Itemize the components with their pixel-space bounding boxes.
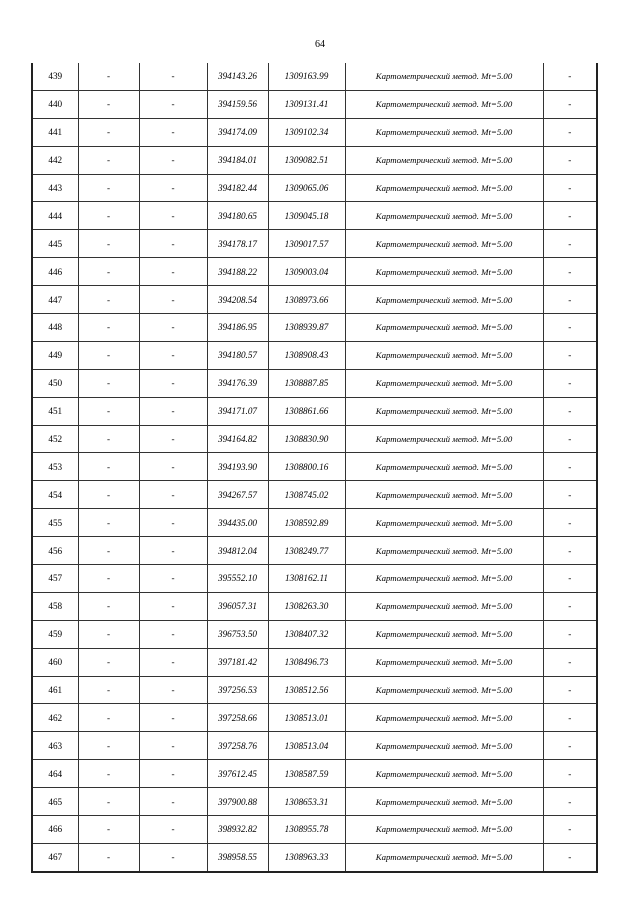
empty-cell-7: -: [543, 537, 597, 565]
x-coordinate-cell: 394267.57: [207, 481, 268, 509]
point-number-cell: 454: [32, 481, 78, 509]
method-cell: Картометрический метод. Mt=5.00: [345, 425, 543, 453]
point-number-cell: 448: [32, 314, 78, 342]
empty-cell-3: -: [139, 286, 207, 314]
empty-cell-3: -: [139, 90, 207, 118]
empty-cell-7: -: [543, 118, 597, 146]
empty-cell-3: -: [139, 146, 207, 174]
method-cell: Картометрический метод. Mt=5.00: [345, 732, 543, 760]
empty-cell-2: -: [78, 453, 139, 481]
empty-cell-7: -: [543, 816, 597, 844]
method-cell: Картометрический метод. Mt=5.00: [345, 341, 543, 369]
table-row: [32, 90, 597, 118]
point-number-cell: 440: [32, 90, 78, 118]
empty-cell-3: -: [139, 258, 207, 286]
empty-cell-3: -: [139, 760, 207, 788]
empty-cell-3: -: [139, 704, 207, 732]
method-cell: Картометрический метод. Mt=5.00: [345, 174, 543, 202]
empty-cell-2: -: [78, 230, 139, 258]
y-coordinate-cell: 1309163.99: [268, 63, 345, 90]
empty-cell-7: -: [543, 481, 597, 509]
y-coordinate-cell: 1308800.16: [268, 453, 345, 481]
empty-cell-7: -: [543, 676, 597, 704]
empty-cell-2: -: [78, 676, 139, 704]
x-coordinate-cell: 394171.07: [207, 397, 268, 425]
empty-cell-2: -: [78, 592, 139, 620]
page-number: 64: [315, 39, 325, 50]
x-coordinate-cell: 394208.54: [207, 286, 268, 314]
x-coordinate-cell: 394143.26: [207, 63, 268, 90]
x-coordinate-cell: 397900.88: [207, 788, 268, 816]
empty-cell-2: -: [78, 174, 139, 202]
table-row: [32, 453, 597, 481]
table-row: [32, 620, 597, 648]
empty-cell-2: -: [78, 90, 139, 118]
x-coordinate-cell: 398932.82: [207, 816, 268, 844]
empty-cell-7: -: [543, 397, 597, 425]
method-cell: Картометрический метод. Mt=5.00: [345, 760, 543, 788]
table-row: [32, 63, 597, 90]
empty-cell-7: -: [543, 620, 597, 648]
empty-cell-3: -: [139, 341, 207, 369]
empty-cell-3: -: [139, 592, 207, 620]
y-coordinate-cell: 1309045.18: [268, 202, 345, 230]
y-coordinate-cell: 1308653.31: [268, 788, 345, 816]
empty-cell-3: -: [139, 174, 207, 202]
y-coordinate-cell: 1308249.77: [268, 537, 345, 565]
table-row: [32, 760, 597, 788]
empty-cell-3: -: [139, 314, 207, 342]
y-coordinate-cell: 1308513.01: [268, 704, 345, 732]
empty-cell-7: -: [543, 63, 597, 90]
y-coordinate-cell: 1309065.06: [268, 174, 345, 202]
y-coordinate-cell: 1308745.02: [268, 481, 345, 509]
table-row: [32, 843, 597, 871]
table-row: [32, 676, 597, 704]
empty-cell-3: -: [139, 118, 207, 146]
empty-cell-2: -: [78, 118, 139, 146]
empty-cell-2: -: [78, 537, 139, 565]
empty-cell-2: -: [78, 565, 139, 593]
empty-cell-2: -: [78, 760, 139, 788]
empty-cell-7: -: [543, 90, 597, 118]
y-coordinate-cell: 1309102.34: [268, 118, 345, 146]
method-cell: Картометрический метод. Mt=5.00: [345, 369, 543, 397]
empty-cell-7: -: [543, 286, 597, 314]
empty-cell-3: -: [139, 816, 207, 844]
point-number-cell: 442: [32, 146, 78, 174]
x-coordinate-cell: 397612.45: [207, 760, 268, 788]
x-coordinate-cell: 394193.90: [207, 453, 268, 481]
empty-cell-7: -: [543, 760, 597, 788]
method-cell: Картометрический метод. Mt=5.00: [345, 258, 543, 286]
empty-cell-7: -: [543, 843, 597, 871]
point-number-cell: 447: [32, 286, 78, 314]
table-row: [32, 146, 597, 174]
empty-cell-7: -: [543, 146, 597, 174]
empty-cell-2: -: [78, 704, 139, 732]
y-coordinate-cell: 1308513.04: [268, 732, 345, 760]
method-cell: Картометрический метод. Mt=5.00: [345, 648, 543, 676]
empty-cell-7: -: [543, 174, 597, 202]
empty-cell-2: -: [78, 732, 139, 760]
method-cell: Картометрический метод. Mt=5.00: [345, 230, 543, 258]
y-coordinate-cell: 1309003.04: [268, 258, 345, 286]
empty-cell-2: -: [78, 63, 139, 90]
x-coordinate-cell: 394435.00: [207, 509, 268, 537]
y-coordinate-cell: 1309082.51: [268, 146, 345, 174]
table-row: [32, 314, 597, 342]
empty-cell-3: -: [139, 369, 207, 397]
point-number-cell: 445: [32, 230, 78, 258]
empty-cell-3: -: [139, 565, 207, 593]
table-row: [32, 258, 597, 286]
empty-cell-7: -: [543, 788, 597, 816]
empty-cell-2: -: [78, 816, 139, 844]
table-row: [32, 286, 597, 314]
empty-cell-2: -: [78, 202, 139, 230]
empty-cell-7: -: [543, 453, 597, 481]
point-number-cell: 457: [32, 565, 78, 593]
method-cell: Картометрический метод. Mt=5.00: [345, 676, 543, 704]
x-coordinate-cell: 394182.44: [207, 174, 268, 202]
table-row: [32, 341, 597, 369]
point-number-cell: 449: [32, 341, 78, 369]
empty-cell-3: -: [139, 425, 207, 453]
method-cell: Картометрический метод. Mt=5.00: [345, 146, 543, 174]
method-cell: Картометрический метод. Mt=5.00: [345, 565, 543, 593]
y-coordinate-cell: 1308587.59: [268, 760, 345, 788]
y-coordinate-cell: 1309017.57: [268, 230, 345, 258]
y-coordinate-cell: 1308955.78: [268, 816, 345, 844]
y-coordinate-cell: 1308496.73: [268, 648, 345, 676]
table-row: [32, 397, 597, 425]
point-number-cell: 461: [32, 676, 78, 704]
y-coordinate-cell: 1308592.89: [268, 509, 345, 537]
empty-cell-7: -: [543, 732, 597, 760]
table-row: [32, 369, 597, 397]
y-coordinate-cell: 1308830.90: [268, 425, 345, 453]
x-coordinate-cell: 396753.50: [207, 620, 268, 648]
empty-cell-2: -: [78, 788, 139, 816]
point-number-cell: 465: [32, 788, 78, 816]
point-number-cell: 460: [32, 648, 78, 676]
point-number-cell: 466: [32, 816, 78, 844]
x-coordinate-cell: 397258.66: [207, 704, 268, 732]
method-cell: Картометрический метод. Mt=5.00: [345, 397, 543, 425]
point-number-cell: 446: [32, 258, 78, 286]
method-cell: Картометрический метод. Mt=5.00: [345, 843, 543, 871]
y-coordinate-cell: 1308887.85: [268, 369, 345, 397]
empty-cell-2: -: [78, 648, 139, 676]
point-number-cell: 462: [32, 704, 78, 732]
table-row: [32, 118, 597, 146]
table-row: [32, 648, 597, 676]
x-coordinate-cell: 395552.10: [207, 565, 268, 593]
empty-cell-3: -: [139, 620, 207, 648]
table-row: [32, 202, 597, 230]
table-row: [32, 732, 597, 760]
point-number-cell: 451: [32, 397, 78, 425]
empty-cell-7: -: [543, 592, 597, 620]
x-coordinate-cell: 396057.31: [207, 592, 268, 620]
point-number-cell: 463: [32, 732, 78, 760]
y-coordinate-cell: 1308263.30: [268, 592, 345, 620]
point-number-cell: 444: [32, 202, 78, 230]
x-coordinate-cell: 394176.39: [207, 369, 268, 397]
empty-cell-2: -: [78, 620, 139, 648]
point-number-cell: 453: [32, 453, 78, 481]
empty-cell-3: -: [139, 230, 207, 258]
point-number-cell: 452: [32, 425, 78, 453]
point-number-cell: 467: [32, 843, 78, 871]
table-row: [32, 788, 597, 816]
empty-cell-7: -: [543, 704, 597, 732]
method-cell: Картометрический метод. Mt=5.00: [345, 453, 543, 481]
empty-cell-2: -: [78, 369, 139, 397]
empty-cell-2: -: [78, 509, 139, 537]
x-coordinate-cell: 397256.53: [207, 676, 268, 704]
x-coordinate-cell: 394164.82: [207, 425, 268, 453]
empty-cell-3: -: [139, 676, 207, 704]
y-coordinate-cell: 1308861.66: [268, 397, 345, 425]
method-cell: Картометрический метод. Mt=5.00: [345, 63, 543, 90]
x-coordinate-cell: 397181.42: [207, 648, 268, 676]
empty-cell-3: -: [139, 63, 207, 90]
empty-cell-2: -: [78, 314, 139, 342]
empty-cell-7: -: [543, 202, 597, 230]
x-coordinate-cell: 394180.57: [207, 341, 268, 369]
table-row: [32, 537, 597, 565]
empty-cell-7: -: [543, 258, 597, 286]
coordinates-table-body: [32, 63, 597, 872]
table-row: [32, 592, 597, 620]
point-number-cell: 456: [32, 537, 78, 565]
method-cell: Картометрический метод. Mt=5.00: [345, 90, 543, 118]
method-cell: Картометрический метод. Mt=5.00: [345, 620, 543, 648]
point-number-cell: 455: [32, 509, 78, 537]
method-cell: Картометрический метод. Mt=5.00: [345, 816, 543, 844]
table-row: [32, 509, 597, 537]
empty-cell-7: -: [543, 565, 597, 593]
x-coordinate-cell: 394186.95: [207, 314, 268, 342]
empty-cell-2: -: [78, 425, 139, 453]
empty-cell-3: -: [139, 537, 207, 565]
empty-cell-3: -: [139, 648, 207, 676]
method-cell: Картометрический метод. Mt=5.00: [345, 537, 543, 565]
method-cell: Картометрический метод. Mt=5.00: [345, 202, 543, 230]
y-coordinate-cell: 1308908.43: [268, 341, 345, 369]
empty-cell-7: -: [543, 369, 597, 397]
y-coordinate-cell: 1309131.41: [268, 90, 345, 118]
empty-cell-3: -: [139, 481, 207, 509]
point-number-cell: 464: [32, 760, 78, 788]
table-row: [32, 816, 597, 844]
x-coordinate-cell: 394180.65: [207, 202, 268, 230]
table-row: [32, 230, 597, 258]
empty-cell-2: -: [78, 843, 139, 871]
y-coordinate-cell: 1308162.11: [268, 565, 345, 593]
x-coordinate-cell: 394159.56: [207, 90, 268, 118]
empty-cell-2: -: [78, 286, 139, 314]
empty-cell-7: -: [543, 509, 597, 537]
point-number-cell: 450: [32, 369, 78, 397]
table-row: [32, 174, 597, 202]
empty-cell-7: -: [543, 648, 597, 676]
table-row: [32, 704, 597, 732]
empty-cell-3: -: [139, 509, 207, 537]
method-cell: Картометрический метод. Mt=5.00: [345, 286, 543, 314]
empty-cell-7: -: [543, 230, 597, 258]
empty-cell-7: -: [543, 341, 597, 369]
x-coordinate-cell: 398958.55: [207, 843, 268, 871]
method-cell: Картометрический метод. Mt=5.00: [345, 118, 543, 146]
table-row: [32, 425, 597, 453]
point-number-cell: 439: [32, 63, 78, 90]
point-number-cell: 459: [32, 620, 78, 648]
x-coordinate-cell: 397258.76: [207, 732, 268, 760]
y-coordinate-cell: 1308512.56: [268, 676, 345, 704]
empty-cell-3: -: [139, 202, 207, 230]
empty-cell-3: -: [139, 788, 207, 816]
empty-cell-2: -: [78, 146, 139, 174]
empty-cell-2: -: [78, 258, 139, 286]
empty-cell-7: -: [543, 425, 597, 453]
point-number-cell: 458: [32, 592, 78, 620]
y-coordinate-cell: 1308973.66: [268, 286, 345, 314]
empty-cell-7: -: [543, 314, 597, 342]
method-cell: Картометрический метод. Mt=5.00: [345, 788, 543, 816]
point-number-cell: 441: [32, 118, 78, 146]
method-cell: Картометрический метод. Mt=5.00: [345, 481, 543, 509]
empty-cell-3: -: [139, 397, 207, 425]
empty-cell-2: -: [78, 341, 139, 369]
empty-cell-3: -: [139, 732, 207, 760]
empty-cell-3: -: [139, 453, 207, 481]
y-coordinate-cell: 1308963.33: [268, 843, 345, 871]
y-coordinate-cell: 1308407.32: [268, 620, 345, 648]
x-coordinate-cell: 394178.17: [207, 230, 268, 258]
method-cell: Картометрический метод. Mt=5.00: [345, 509, 543, 537]
point-number-cell: 443: [32, 174, 78, 202]
empty-cell-3: -: [139, 843, 207, 871]
empty-cell-2: -: [78, 481, 139, 509]
x-coordinate-cell: 394174.09: [207, 118, 268, 146]
table-row: [32, 565, 597, 593]
x-coordinate-cell: 394812.04: [207, 537, 268, 565]
x-coordinate-cell: 394184.01: [207, 146, 268, 174]
x-coordinate-cell: 394188.22: [207, 258, 268, 286]
coordinates-table: [31, 63, 598, 873]
empty-cell-2: -: [78, 397, 139, 425]
method-cell: Картометрический метод. Mt=5.00: [345, 314, 543, 342]
method-cell: Картометрический метод. Mt=5.00: [345, 704, 543, 732]
method-cell: Картометрический метод. Mt=5.00: [345, 592, 543, 620]
table-row: [32, 481, 597, 509]
y-coordinate-cell: 1308939.87: [268, 314, 345, 342]
